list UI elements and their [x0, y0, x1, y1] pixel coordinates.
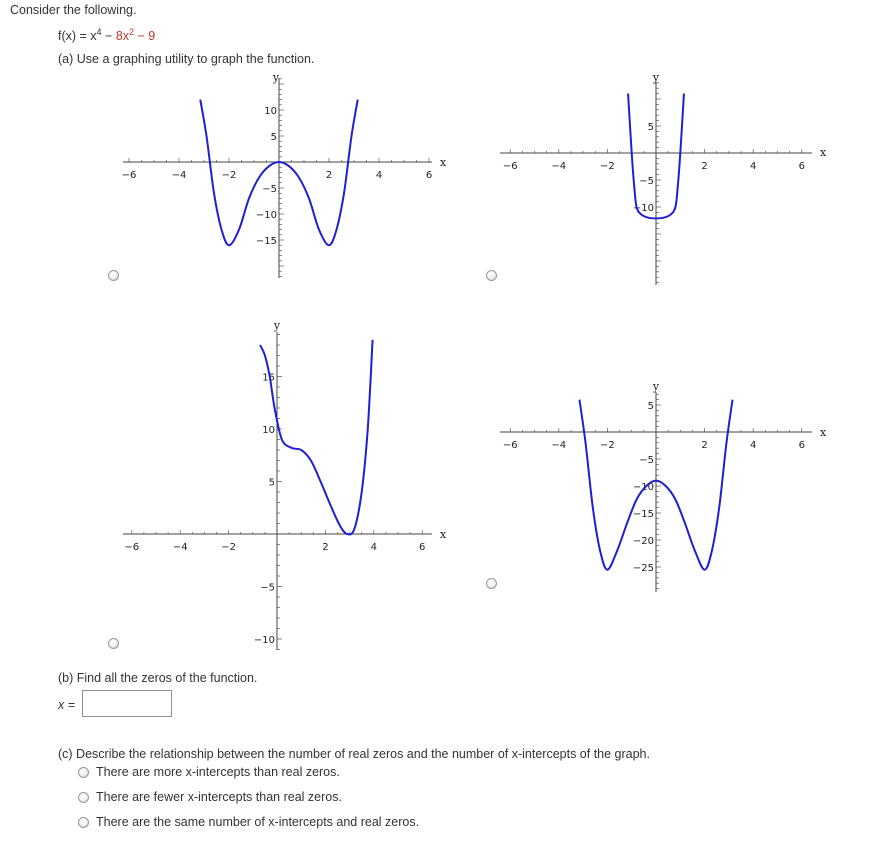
function-expression: $f(x) = x^4 - 8x^2 - 9$	[58, 27, 156, 44]
x-tick-label: 6	[419, 542, 426, 553]
x-tick-label: 6	[425, 170, 433, 181]
part-b-prompt: (b) Find all the zeros of the function.	[58, 671, 258, 685]
x-tick-label: −4	[551, 161, 567, 172]
y-tick-label: 10	[264, 106, 277, 117]
y-axis-label: y	[273, 319, 281, 332]
y-tick-label: −15	[255, 236, 277, 247]
x-tick-label: −6	[124, 542, 140, 553]
graph-option-1-radio[interactable]	[108, 270, 119, 281]
y-tick-label: 5	[270, 132, 277, 143]
x-tick-label: 4	[370, 542, 377, 553]
intro-text: Consider the following.	[10, 3, 137, 17]
zeros-answer-input[interactable]	[82, 690, 172, 717]
x-tick-label: 2	[322, 542, 329, 553]
x-tick-label: −2	[221, 542, 236, 553]
x-tick-label: −2	[600, 161, 615, 172]
x-axis-label: x	[820, 426, 827, 439]
part-c-prompt: (c) Describe the relationship between the number of real zeros and the number of x-intercepts of the graph.	[58, 747, 650, 761]
x-tick-label: −6	[121, 170, 137, 181]
x-tick-label: −2	[221, 170, 237, 181]
part-c-option-3-radio[interactable]	[78, 817, 89, 828]
x-tick-label: −4	[551, 440, 567, 451]
y-axis-label: y	[272, 71, 280, 84]
part-c-option-2-radio[interactable]	[78, 792, 89, 803]
y-tick-label: 5	[647, 122, 654, 133]
y-tick-label: −10	[632, 482, 654, 493]
graph-option-4-radio[interactable]	[486, 578, 497, 589]
y-tick-label: −10	[632, 203, 654, 214]
part-c-option-1-radio[interactable]	[78, 767, 89, 778]
x-tick-label: −6	[502, 161, 518, 172]
part-c-option-3-label[interactable]: There are the same number of x-intercepts and real zeros.	[96, 815, 420, 829]
y-tick-label: 5	[647, 401, 654, 412]
x-equals-label: x =	[58, 698, 76, 712]
y-tick-label: −10	[255, 210, 277, 221]
y-tick-label: −25	[632, 563, 654, 574]
y-tick-label: 15	[262, 372, 275, 384]
x-tick-label: 6	[798, 440, 805, 451]
y-tick-label: 10	[262, 425, 275, 436]
x-tick-label: −4	[171, 170, 187, 181]
x-tick-label: −6	[502, 440, 518, 451]
x-tick-label: −2	[600, 440, 615, 451]
y-tick-label: −10	[253, 635, 275, 646]
x-axis-label: x	[440, 156, 447, 169]
part-c-option-2-label[interactable]: There are fewer x-intercepts than real zeros.	[96, 790, 342, 804]
x-axis-label: x	[820, 146, 827, 159]
y-axis-label: y	[652, 380, 660, 393]
y-tick-label: −5	[639, 455, 654, 466]
graph-option-3-radio[interactable]	[108, 638, 119, 649]
x-tick-label: 6	[798, 161, 805, 172]
y-tick-label: −5	[639, 176, 654, 187]
x-tick-label: 2	[701, 161, 708, 172]
part-a-prompt: (a) Use a graphing utility to graph the function.	[58, 52, 315, 66]
graph-option-2-radio[interactable]	[486, 270, 497, 281]
x-tick-label: 2	[325, 170, 333, 181]
y-tick-label: −15	[632, 509, 654, 520]
y-tick-label: −5	[262, 184, 277, 195]
y-tick-label: −5	[260, 582, 275, 594]
y-tick-label: −20	[632, 536, 654, 547]
x-tick-label: 4	[750, 440, 757, 451]
x-tick-label: 2	[701, 440, 708, 451]
x-tick-label: 4	[750, 161, 757, 172]
part-c-option-1-label[interactable]: There are more x-intercepts than real zeros.	[96, 765, 340, 779]
y-axis-label: y	[652, 71, 660, 84]
x-axis-label: x	[440, 528, 447, 541]
x-tick-label: 4	[375, 170, 383, 181]
x-tick-label: −4	[172, 542, 188, 553]
y-tick-label: 5	[268, 477, 275, 489]
